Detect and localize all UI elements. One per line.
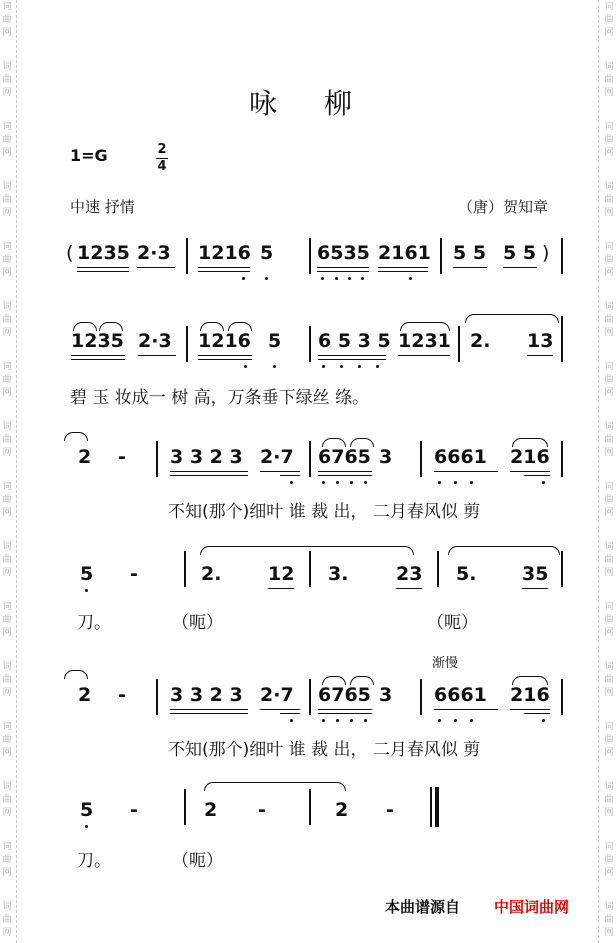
- watermark-char: 网: [604, 568, 614, 578]
- watermark-char: 网: [2, 328, 12, 338]
- watermark-char: 词: [604, 782, 614, 792]
- watermark-char: 曲: [604, 495, 614, 505]
- watermark-char: 曲: [2, 315, 12, 325]
- watermark-char: 词: [2, 242, 12, 252]
- close-paren: ): [542, 242, 550, 264]
- left-watermark-strip: [0, 0, 14, 943]
- note-group: 35: [522, 563, 549, 585]
- watermark-char: 词: [604, 902, 614, 912]
- watermark-char: 词: [604, 842, 614, 852]
- watermark-char: 词: [604, 602, 614, 612]
- watermark-char: 曲: [604, 75, 614, 85]
- note-group: 2·3: [138, 330, 172, 352]
- watermark-char: 网: [2, 208, 12, 218]
- watermark-char: 网: [2, 28, 12, 38]
- watermark-char: 词: [2, 362, 12, 372]
- lyrics-line-2: 不知(那个)细叶 谁 裁 出， 二月春风似 剪: [168, 502, 481, 522]
- note-group: 5.: [456, 563, 477, 585]
- watermark-char: 词: [604, 482, 614, 492]
- watermark-char: 曲: [2, 675, 12, 685]
- note-group: 5 5: [503, 242, 537, 264]
- watermark-char: 网: [2, 688, 12, 698]
- watermark-char: 词: [604, 542, 614, 552]
- watermark-char: 曲: [604, 195, 614, 205]
- note-group: 2·7: [260, 684, 294, 706]
- note-group: -: [118, 446, 126, 468]
- note-group: 1231: [398, 330, 451, 352]
- note-group: 3 3 2 3: [170, 446, 243, 468]
- watermark-char: 网: [604, 868, 614, 878]
- note-group: 6765: [318, 684, 371, 706]
- watermark-char: 曲: [2, 915, 12, 925]
- note-group: 3.: [328, 563, 349, 585]
- note-group: 6765: [318, 446, 371, 468]
- watermark-char: 网: [604, 208, 614, 218]
- watermark-char: 曲: [2, 75, 12, 85]
- watermark-char: 曲: [2, 495, 12, 505]
- watermark-char: 曲: [604, 735, 614, 745]
- watermark-char: 词: [604, 122, 614, 132]
- note-group: -: [130, 563, 138, 585]
- site-link[interactable]: 中国词曲网: [494, 898, 570, 916]
- tempo-change-marking: 渐慢: [432, 656, 459, 671]
- watermark-char: 曲: [2, 555, 12, 565]
- watermark-char: 曲: [604, 555, 614, 565]
- note-group: 6661: [434, 684, 487, 706]
- watermark-char: 词: [2, 422, 12, 432]
- title-char-1: 咏: [249, 87, 278, 120]
- right-watermark-strip: [602, 0, 616, 943]
- watermark-char: 曲: [2, 795, 12, 805]
- watermark-char: 词: [604, 662, 614, 672]
- watermark-char: 网: [604, 628, 614, 638]
- note-group: 23: [396, 563, 423, 585]
- watermark-char: 曲: [604, 255, 614, 265]
- watermark-char: 曲: [2, 855, 12, 865]
- note-group: 2·7: [260, 446, 294, 468]
- watermark-char: 曲: [604, 855, 614, 865]
- watermark-char: 网: [604, 88, 614, 98]
- open-paren: (: [66, 242, 74, 264]
- note-group: -: [130, 799, 138, 821]
- note-group: 1216: [198, 330, 251, 352]
- watermark-char: 词: [2, 182, 12, 192]
- watermark-char: 网: [604, 808, 614, 818]
- watermark-char: 词: [2, 782, 12, 792]
- watermark-char: 网: [604, 448, 614, 458]
- watermark-char: 曲: [604, 915, 614, 925]
- lyrics-line-1: 碧 玉 妆成一 树 高，万条垂下绿丝 绦。: [70, 388, 370, 408]
- watermark-char: 词: [604, 182, 614, 192]
- watermark-char: 网: [2, 928, 12, 938]
- watermark-char: 词: [2, 842, 12, 852]
- note-group: 2.: [470, 330, 491, 352]
- note-group: 2161: [378, 242, 431, 264]
- watermark-char: 网: [604, 268, 614, 278]
- watermark-char: 网: [2, 808, 12, 818]
- watermark-char: 曲: [2, 735, 12, 745]
- note-group: 6535: [317, 242, 370, 264]
- note-group: 5 5: [453, 242, 487, 264]
- note-group: 5: [268, 330, 282, 352]
- title-char-2: 柳: [324, 87, 353, 120]
- watermark-char: 曲: [2, 135, 12, 145]
- watermark-char: 曲: [604, 375, 614, 385]
- note-group: 6661: [434, 446, 487, 468]
- watermark-char: 网: [2, 508, 12, 518]
- note-group: -: [118, 684, 126, 706]
- note-group: 2: [204, 799, 218, 821]
- note-group: 1235: [71, 330, 124, 352]
- watermark-char: 词: [2, 62, 12, 72]
- note-group: 6 5 3 5: [318, 330, 391, 352]
- watermark-char: 网: [2, 148, 12, 158]
- watermark-char: 网: [604, 148, 614, 158]
- source-label: 本曲谱源自: [385, 898, 461, 916]
- watermark-char: 词: [2, 122, 12, 132]
- note-group: 3: [379, 684, 393, 706]
- note-group: 2.: [201, 563, 222, 585]
- watermark-char: 词: [2, 722, 12, 732]
- author: （唐）贺知章: [458, 198, 549, 216]
- note-group: 2: [78, 684, 92, 706]
- time-signature: [156, 143, 168, 174]
- note-group: -: [258, 799, 266, 821]
- note-group: 12: [268, 563, 295, 585]
- watermark-char: 曲: [2, 15, 12, 25]
- watermark-char: 词: [2, 302, 12, 312]
- watermark-char: 词: [604, 362, 614, 372]
- note-group: 216: [510, 446, 550, 468]
- watermark-char: 曲: [2, 375, 12, 385]
- note-group: 5: [260, 242, 274, 264]
- watermark-char: 词: [604, 422, 614, 432]
- watermark-char: 网: [2, 748, 12, 758]
- watermark-char: 词: [2, 2, 12, 12]
- watermark-char: 网: [2, 868, 12, 878]
- lyrics-line-4: 不知(那个)细叶 谁 裁 出， 二月春风似 剪: [168, 740, 481, 760]
- lyrics-line-5a: 刀。: [77, 851, 111, 871]
- watermark-char: 网: [604, 688, 614, 698]
- lyrics-line-3a: 刀。: [77, 613, 111, 633]
- watermark-char: 词: [604, 2, 614, 12]
- watermark-char: 词: [2, 902, 12, 912]
- watermark-char: 词: [604, 62, 614, 72]
- note-group: 2: [78, 446, 92, 468]
- watermark-char: 网: [2, 88, 12, 98]
- note-group: 1235: [77, 242, 130, 264]
- watermark-char: 词: [2, 542, 12, 552]
- watermark-char: 网: [604, 508, 614, 518]
- lyrics-line-5b: （呃）: [172, 851, 223, 871]
- watermark-char: 网: [2, 268, 12, 278]
- watermark-char: 网: [2, 448, 12, 458]
- watermark-char: 词: [604, 722, 614, 732]
- note-group: -: [386, 799, 394, 821]
- watermark-char: 网: [2, 388, 12, 398]
- watermark-char: 曲: [604, 15, 614, 25]
- tempo-marking: 中速 抒情: [70, 198, 135, 216]
- note-group: 216: [510, 684, 550, 706]
- key-signature: 1=G: [70, 146, 108, 165]
- watermark-char: 词: [604, 242, 614, 252]
- watermark-char: 网: [604, 928, 614, 938]
- lyrics-line-3b: （呃）: [172, 613, 223, 633]
- watermark-char: 曲: [2, 615, 12, 625]
- watermark-char: 网: [604, 388, 614, 398]
- watermark-char: 网: [604, 28, 614, 38]
- lyrics-line-3c: （呃）: [427, 613, 478, 633]
- watermark-char: 词: [604, 302, 614, 312]
- watermark-char: 词: [2, 662, 12, 672]
- watermark-char: 曲: [604, 795, 614, 805]
- watermark-char: 网: [2, 628, 12, 638]
- note-group: 3 3 2 3: [170, 684, 243, 706]
- watermark-char: 曲: [604, 135, 614, 145]
- note-group: 2·3: [137, 242, 171, 264]
- note-group: 2: [335, 799, 349, 821]
- note-group: 5: [80, 799, 94, 821]
- watermark-char: 词: [2, 482, 12, 492]
- note-group: 13: [527, 330, 554, 352]
- watermark-char: 曲: [2, 435, 12, 445]
- watermark-char: 曲: [604, 315, 614, 325]
- note-group: 1216: [198, 242, 251, 264]
- watermark-char: 曲: [604, 615, 614, 625]
- time-signature-bottom: 4: [157, 159, 167, 174]
- watermark-char: 曲: [2, 255, 12, 265]
- note-group: 3: [379, 446, 393, 468]
- watermark-char: 曲: [2, 195, 12, 205]
- watermark-char: 曲: [604, 435, 614, 445]
- note-group: 5: [80, 563, 94, 585]
- watermark-char: 词: [2, 602, 12, 612]
- watermark-char: 网: [604, 328, 614, 338]
- watermark-char: 网: [604, 748, 614, 758]
- watermark-char: 网: [2, 568, 12, 578]
- time-signature-top: 2: [157, 142, 167, 157]
- watermark-char: 曲: [604, 675, 614, 685]
